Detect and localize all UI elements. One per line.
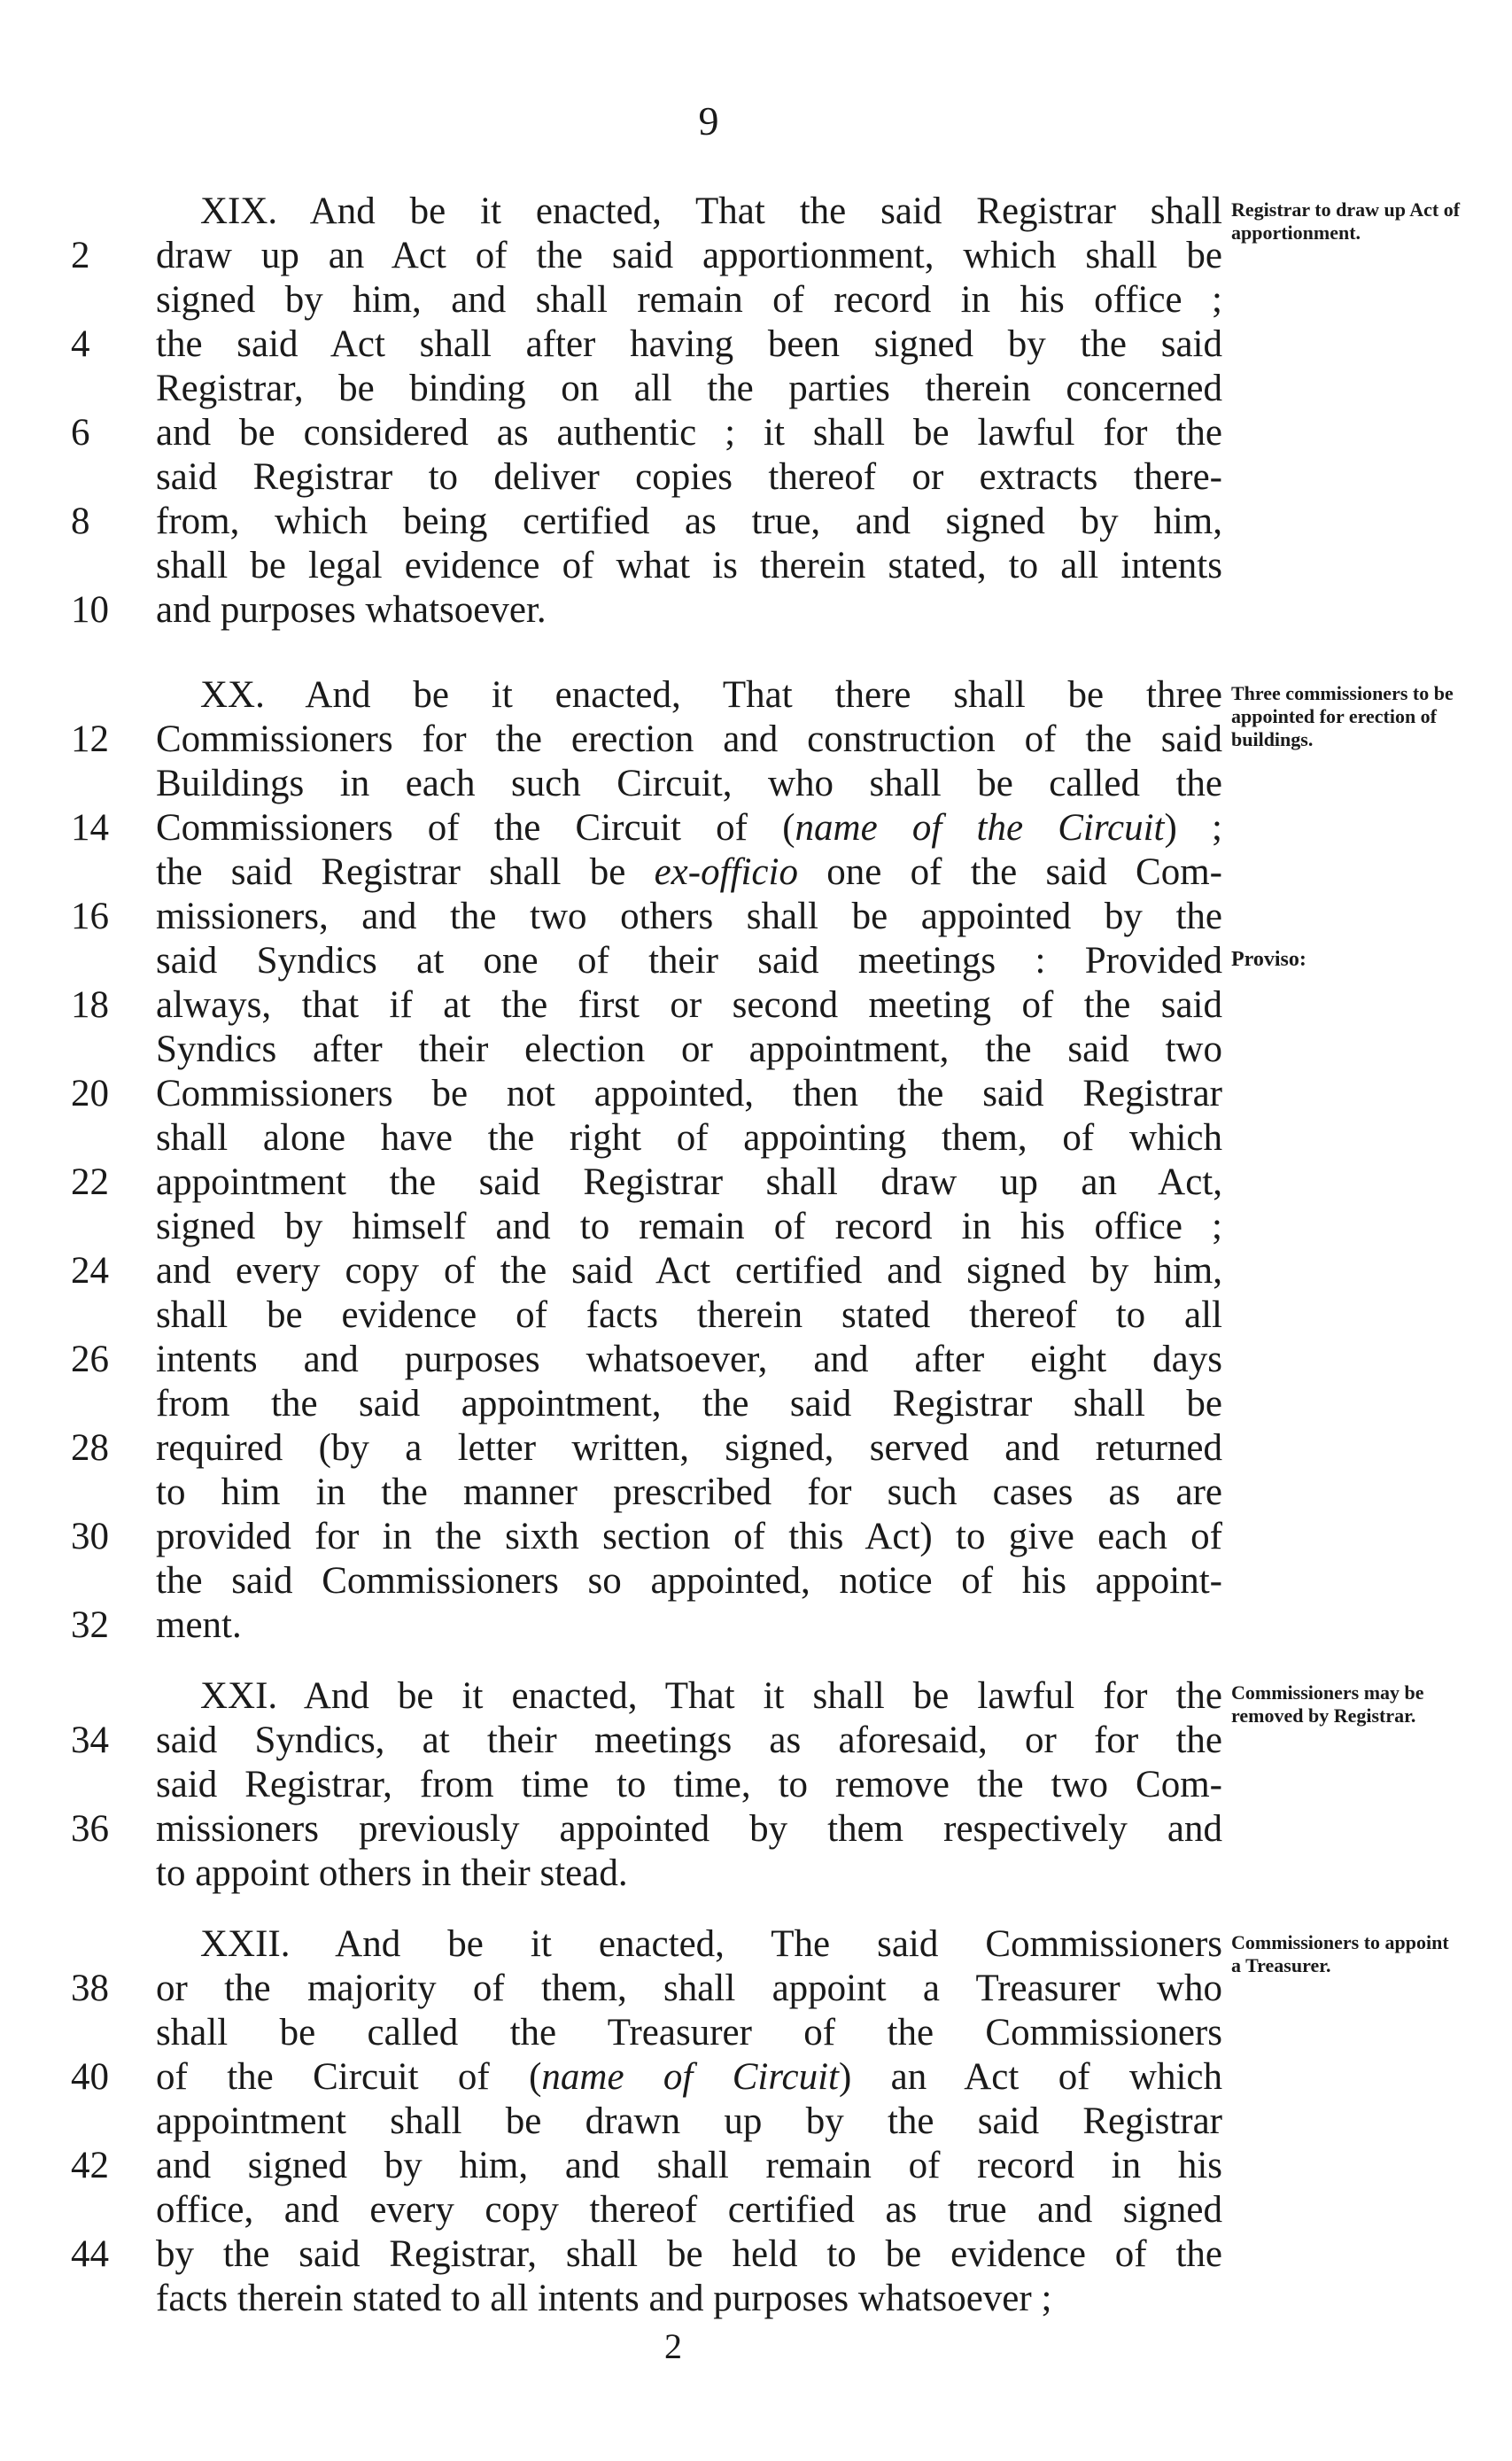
line-text: shall be legal evidence of what is therein stated, to all intents — [156, 545, 1222, 586]
line-number: 18 — [71, 984, 109, 1026]
line-number: 42 — [71, 2145, 109, 2186]
text-line — [71, 2055, 1222, 2100]
line-text: Syndics after their election or appointment, the said two — [156, 1029, 1222, 1070]
line-text: office, and every copy thereof certified as true and signed — [156, 2189, 1222, 2231]
line-number: 24 — [71, 1250, 109, 1292]
line-text: and purposes whatsoever. — [156, 589, 547, 631]
text-line — [71, 2100, 1222, 2144]
text-line — [71, 278, 1222, 322]
text-line — [71, 1249, 1222, 1293]
line-text: XXI. And be it enacted, That it shall be lawful for the — [200, 1675, 1222, 1717]
margin-note-xx-proviso: Proviso: — [1231, 948, 1307, 971]
margin-note-xxi: Commissioners may be removed by Registrar. — [1231, 1681, 1424, 1727]
line-text: signed by himself and to remain of record in his office ; — [156, 1206, 1222, 1247]
margin-note-xix: Registrar to draw up Act of apportionment. — [1231, 198, 1461, 244]
line-number: 40 — [71, 2056, 109, 2098]
line-number: 30 — [71, 1516, 109, 1557]
line-text: of the Circuit of (name of Circuit) an Act of which — [156, 2056, 1222, 2098]
text-line — [71, 1852, 1222, 1896]
line-number: 14 — [71, 807, 109, 849]
text-line — [71, 895, 1222, 939]
text-line — [71, 1559, 1222, 1603]
line-text: ment. — [156, 1604, 242, 1646]
line-text: Commissioners be not appointed, then the said Registrar — [156, 1073, 1222, 1114]
text-line — [71, 2277, 1222, 2321]
line-text: from the said appointment, the said Registrar shall be — [156, 1383, 1222, 1425]
line-text: to appoint others in their stead. — [156, 1852, 628, 1894]
line-text: by the said Registrar, shall be held to be evidence of the — [156, 2233, 1222, 2275]
line-number: 22 — [71, 1161, 109, 1203]
line-text: provided for in the sixth section of this Act) to give each of — [156, 1516, 1222, 1557]
text-line — [71, 1763, 1222, 1807]
line-text: Commissioners for the erection and construction of the said — [156, 718, 1222, 760]
text-line — [71, 1719, 1222, 1763]
signature-mark: 2 — [664, 2326, 682, 2366]
line-text: or the majority of them, shall appoint a Treasurer who — [156, 1968, 1222, 2009]
line-text: Buildings in each such Circuit, who shall be called the — [156, 763, 1222, 804]
section-xxi — [71, 1674, 1222, 1896]
line-text: the said Act shall after having been signed by the said — [156, 323, 1222, 365]
line-number: 36 — [71, 1808, 109, 1850]
text-line — [71, 411, 1222, 455]
line-text: said Syndics, at their meetings as aforesaid, or for the — [156, 1720, 1222, 1761]
line-number: 26 — [71, 1339, 109, 1380]
line-text: required (by a letter written, signed, served and returned — [156, 1427, 1222, 1469]
line-text: intents and purposes whatsoever, and after eight days — [156, 1339, 1222, 1380]
line-text: appointment shall be drawn up by the said Registrar — [156, 2100, 1222, 2142]
text-line — [71, 1382, 1222, 1426]
text-line — [71, 1072, 1222, 1116]
text-line — [71, 1967, 1222, 2011]
text-line — [71, 762, 1222, 806]
text-line — [71, 1338, 1222, 1382]
section-xix — [71, 190, 1222, 633]
text-line — [71, 322, 1222, 367]
text-line — [71, 367, 1222, 411]
text-line — [71, 1674, 1222, 1719]
line-text: missioners previously appointed by them respectively and — [156, 1808, 1222, 1850]
line-text: facts therein stated to all intents and purposes whatsoever ; — [156, 2278, 1052, 2319]
line-text: Registrar, be binding on all the parties therein concerned — [156, 368, 1222, 409]
line-text: and signed by him, and shall remain of record in his — [156, 2145, 1222, 2186]
line-text: appointment the said Registrar shall draw up an Act, — [156, 1161, 1222, 1203]
line-text: signed by him, and shall remain of record in his office ; — [156, 279, 1222, 321]
line-text: draw up an Act of the said apportionment, which shall be — [156, 235, 1222, 276]
section-xx — [71, 673, 1222, 1648]
line-text: shall be evidence of facts therein stated thereof to all — [156, 1294, 1222, 1336]
text-line — [71, 455, 1222, 500]
text-line — [71, 1293, 1222, 1338]
line-text: Commissioners of the Circuit of (name of the Circuit) ; — [156, 807, 1222, 849]
text-line — [71, 1807, 1222, 1852]
margin-note-xx: Three commissioners to be appointed for erection of buildings. — [1231, 682, 1454, 750]
text-line — [71, 718, 1222, 762]
line-text: missioners, and the two others shall be appointed by the — [156, 896, 1222, 937]
line-number: 8 — [71, 501, 90, 542]
line-number: 32 — [71, 1604, 109, 1646]
text-line — [71, 1028, 1222, 1072]
line-text: XXII. And be it enacted, The said Commissioners — [200, 1923, 1222, 1965]
text-line — [71, 1515, 1222, 1559]
line-text: said Registrar to deliver copies thereof or extracts there- — [156, 456, 1222, 498]
line-number: 6 — [71, 412, 90, 454]
line-text: and be considered as authentic ; it shall be lawful for the — [156, 412, 1222, 454]
text-line — [71, 1922, 1222, 1967]
line-text: XX. And be it enacted, That there shall be three — [200, 674, 1222, 716]
text-line — [71, 1471, 1222, 1515]
text-line — [71, 234, 1222, 278]
line-text: from, which being certified as true, and signed by him, — [156, 501, 1222, 542]
text-line — [71, 2144, 1222, 2188]
line-number: 20 — [71, 1073, 109, 1114]
line-text: to him in the manner prescribed for such cases as are — [156, 1471, 1222, 1513]
margin-note-xxii: Commissioners to appoint a Treasurer. — [1231, 1931, 1449, 1976]
line-text: always, that if at the first or second meeting of the said — [156, 984, 1222, 1026]
text-line — [71, 1603, 1222, 1648]
text-line — [71, 983, 1222, 1028]
text-line — [71, 850, 1222, 895]
text-line — [71, 500, 1222, 544]
line-number: 10 — [71, 589, 109, 631]
line-text: the said Registrar shall be ex-officio one of the said Com- — [156, 851, 1222, 893]
line-number: 12 — [71, 718, 109, 760]
text-line — [71, 588, 1222, 633]
text-line — [71, 806, 1222, 850]
line-text: and every copy of the said Act certified and signed by him, — [156, 1250, 1222, 1292]
line-number: 28 — [71, 1427, 109, 1469]
line-text: shall alone have the right of appointing them, of which — [156, 1117, 1222, 1159]
line-number: 2 — [71, 235, 90, 276]
text-line — [71, 2232, 1222, 2277]
text-line — [71, 1205, 1222, 1249]
line-text: the said Commissioners so appointed, notice of his appoint- — [156, 1560, 1222, 1602]
text-line — [71, 1116, 1222, 1161]
line-number: 44 — [71, 2233, 109, 2275]
page-number: 9 — [698, 98, 719, 144]
text-line — [71, 1161, 1222, 1205]
line-number: 4 — [71, 323, 90, 365]
line-number: 16 — [71, 896, 109, 937]
text-line — [71, 190, 1222, 234]
text-line — [71, 2011, 1222, 2055]
text-line — [71, 544, 1222, 588]
line-text: XIX. And be it enacted, That the said Registrar shall — [200, 190, 1222, 232]
line-text: said Registrar, from time to time, to remove the two Com- — [156, 1764, 1222, 1805]
line-number: 38 — [71, 1968, 109, 2009]
text-line — [71, 1426, 1222, 1471]
line-text: shall be called the Treasurer of the Commissioners — [156, 2012, 1222, 2053]
line-text: said Syndics at one of their said meetings : Provided — [156, 940, 1222, 982]
text-line — [71, 2188, 1222, 2232]
section-xxii — [71, 1922, 1222, 2321]
text-line — [71, 673, 1222, 718]
text-line — [71, 939, 1222, 983]
line-number: 34 — [71, 1720, 109, 1761]
